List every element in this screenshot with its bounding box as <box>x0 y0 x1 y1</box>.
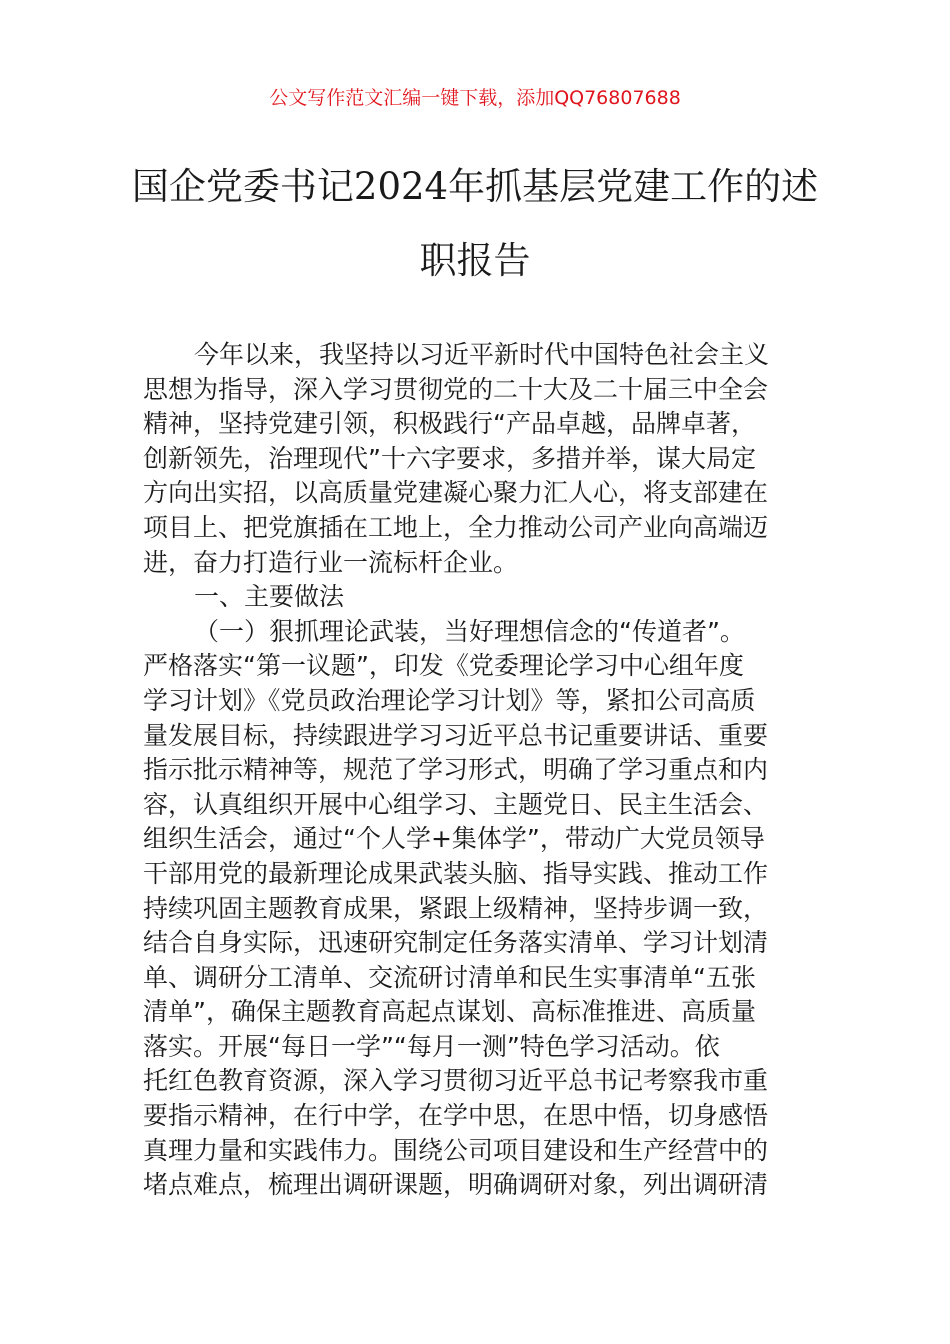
body-line: 要指示精神，在行中学，在学中思，在思中悟，切身感悟 <box>143 1101 769 1131</box>
body-line: 单、调研分工清单、交流研讨清单和民生实事清单“五张 <box>143 962 756 992</box>
body-line: 学习计划》《党员政治理论学习计划》等，紧扣公司高质 <box>143 685 756 715</box>
body-line: 创新领先，治理现代”十六字要求，多措并举，谋大局定 <box>143 443 756 473</box>
title-line-1: 国企党委书记2024年抓基层党建工作的述 <box>131 165 819 208</box>
body-line: 组织生活会，通过“个人学+集体学”，带动广大党员领导 <box>143 824 765 854</box>
body-line: 思想为指导，深入学习贯彻党的二十大及二十届三中全会 <box>143 374 769 404</box>
body-line: 严格落实“第一议题”，印发《党委理论学习中心组年度 <box>143 651 744 681</box>
body-line: 精神，坚持党建引领，积极践行“产品卓越，品牌卓著， <box>143 409 756 439</box>
body-line: 容，认真组织开展中心组学习、主题党日、民主生活会、 <box>143 789 769 819</box>
body-line: 今年以来，我坚持以习近平新时代中国特色社会主义 <box>194 340 770 369</box>
body-line: 清单”，确保主题教育高起点谋划、高标准推进、高质量 <box>143 997 756 1027</box>
body-line: 方向出实招，以高质量党建凝心聚力汇人心，将支部建在 <box>143 478 769 508</box>
body-line: 持续巩固主题教育成果，紧跟上级精神，坚持步调一致， <box>143 893 769 923</box>
body-line: 落实。开展“每日一学”“每月一测”特色学习活动。依 <box>143 1031 720 1061</box>
body-line: 干部用党的最新理论成果武装头脑、指导实践、推动工作 <box>143 858 769 888</box>
document-title <box>100 150 850 298</box>
subsection-heading: （一）狠抓理论武装，当好理想信念的“传道者”。 <box>194 616 745 646</box>
title-line-2: 职报告 <box>419 239 531 282</box>
body-line: 真理力量和实践伟力。围绕公司项目建设和生产经营中的 <box>143 1135 769 1165</box>
report-body <box>143 338 808 1203</box>
body-line: 指示批示精神等，规范了学习形式，明确了学习重点和内 <box>143 755 769 785</box>
download-notice: 公文写作范文汇编一键下载，添加QQ76807688 <box>269 87 681 109</box>
body-line: 项目上、把党旗插在工地上，全力推动公司产业向高端迈 <box>143 512 769 542</box>
body-line: 堵点难点，梳理出调研课题，明确调研对象，列出调研清 <box>143 1170 769 1200</box>
body-line: 结合自身实际，迅速研究制定任务落实清单、学习计划清 <box>143 928 769 958</box>
body-line: 量发展目标，持续跟进学习习近平总书记重要讲话、重要 <box>143 720 769 750</box>
section-heading: 一、主要做法 <box>194 582 345 612</box>
body-line: 托红色教育资源，深入学习贯彻习近平总书记考察我市重 <box>143 1066 769 1096</box>
body-line: 进，奋力打造行业一流标杆企业。 <box>143 547 519 577</box>
